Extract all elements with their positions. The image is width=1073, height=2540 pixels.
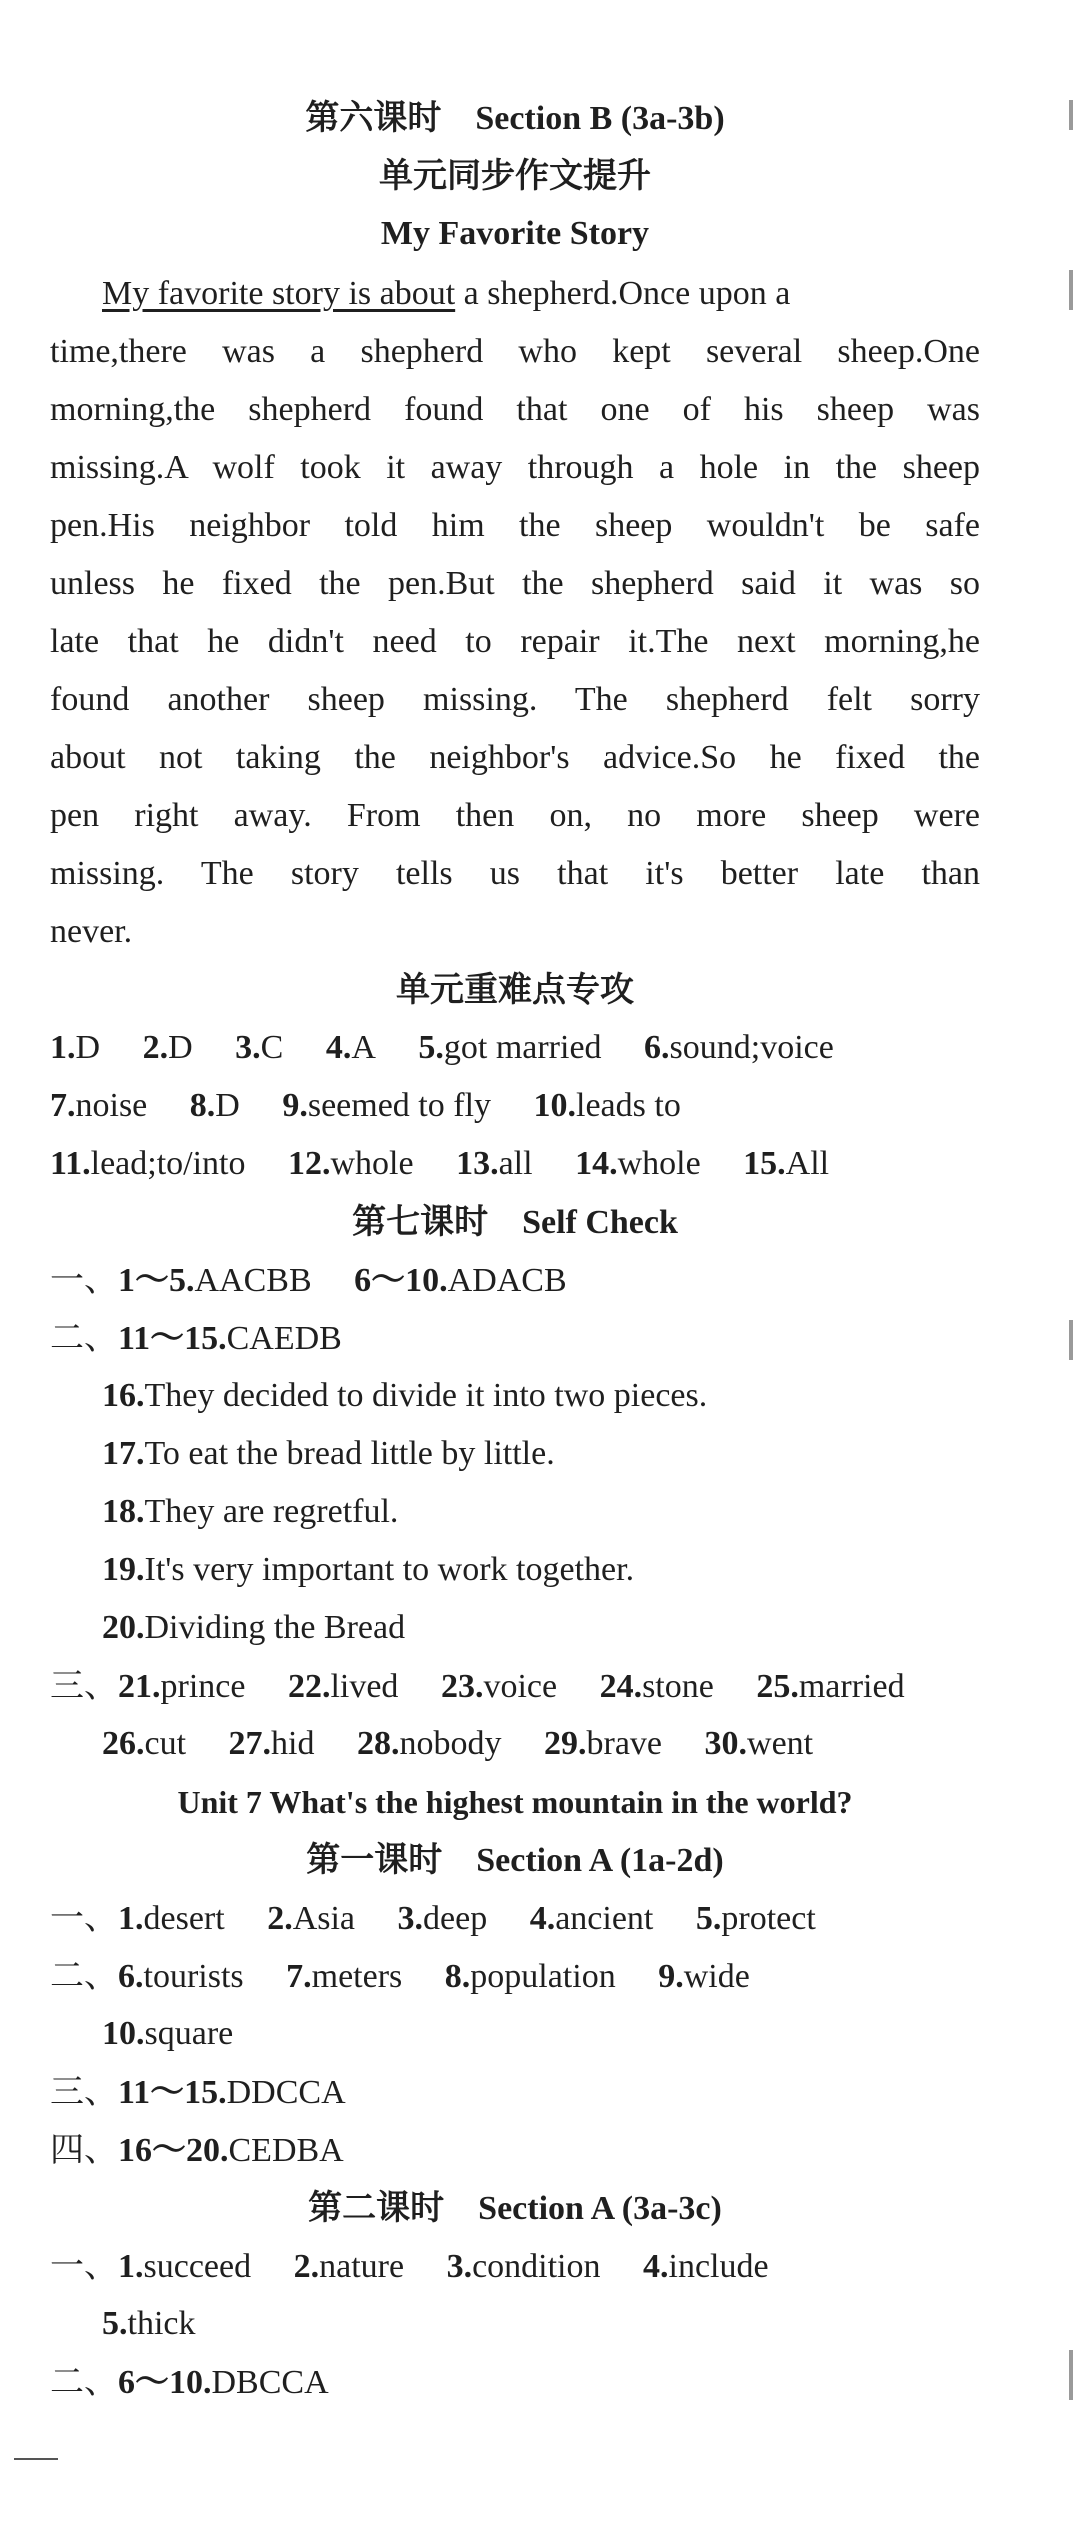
item-number: 6. (118, 1958, 144, 1995)
item-number: 2. (142, 1029, 169, 1066)
unit7-l2-part-1-cont (102, 2302, 1032, 2346)
item-answer: lead;to/into (90, 1145, 246, 1182)
item-answer: leads to (576, 1087, 681, 1124)
lesson1-title-en: Section A (1a-2d) (476, 1842, 724, 1879)
item-answer: include (668, 2248, 769, 2285)
item-answer: nobody (399, 1725, 502, 1762)
item-answer: seemed to fly (307, 1087, 492, 1124)
essay-line-7: late that he didn't need to repair it.The next morning,he (50, 623, 980, 660)
item-number: 25. (756, 1668, 799, 1705)
item-number: 5. (695, 1900, 722, 1937)
item-answer: They decided to divide it into two pieces. (144, 1377, 708, 1414)
item-number: 24. (599, 1668, 643, 1705)
essay-line-9: about not taking the neighbor's advice.So he fixed the (50, 739, 980, 776)
lesson7-title-en: Self Check (522, 1204, 678, 1241)
key-points-row-3 (50, 1142, 980, 1186)
item-number: 3. (446, 2248, 473, 2285)
unit7-l1-part-4 (50, 2128, 980, 2173)
essay-title: My Favorite Story (380, 215, 650, 252)
lesson6-title-cn: 第六课时 (305, 98, 442, 138)
key-points-row-1 (50, 1026, 980, 1070)
item-answer: meters (311, 1958, 403, 1995)
item-number: 2. (293, 2248, 320, 2285)
item-number: 4. (529, 1900, 556, 1937)
item-number: 13. (456, 1145, 499, 1182)
item-answer: D (75, 1029, 101, 1066)
item-number: 3. (397, 1900, 424, 1937)
item-number: 14. (575, 1145, 618, 1182)
essay-line-10: pen right away. From then on, no more sheep were (50, 797, 980, 834)
self-check-answer-18 (102, 1490, 1032, 1534)
part-label: 三、 (50, 1666, 118, 1706)
item-answer: square (144, 2015, 234, 2052)
item-answer: To eat the bread little by little. (144, 1435, 555, 1472)
item-answer: whole (330, 1145, 414, 1182)
item-answer: succeed (143, 2248, 252, 2285)
item-answer: Asia (292, 1900, 356, 1937)
item-answer: went (747, 1725, 814, 1762)
item-number: 5. (418, 1029, 444, 1066)
item-number: 16. (102, 1377, 145, 1414)
item-answer: hid (271, 1725, 315, 1762)
item-number: 11. (50, 1145, 91, 1182)
item-number: 15. (743, 1145, 786, 1182)
unit7-l2-part-1 (50, 2244, 980, 2289)
item-number: 1～5. (118, 1262, 195, 1299)
essay-opening: My favorite story is about (102, 275, 456, 312)
item-answer: C (260, 1029, 284, 1066)
page-edge-mark (1069, 2350, 1073, 2400)
key-points-heading: 单元重难点专攻 (396, 970, 634, 1010)
item-answer: voice (483, 1668, 558, 1705)
item-number: 10. (533, 1087, 577, 1124)
item-number: 12. (287, 1145, 331, 1182)
item-answer: A (351, 1029, 376, 1066)
self-check-part-3-row-1 (50, 1664, 980, 1709)
item-number: 16～20. (118, 2132, 229, 2169)
item-answer: DBCCA (211, 2364, 329, 2401)
item-answer: stone (642, 1668, 714, 1705)
item-number: 23. (440, 1668, 484, 1705)
self-check-answer-19 (102, 1548, 1032, 1592)
item-number: 9. (282, 1087, 308, 1124)
item-number: 29. (544, 1725, 587, 1762)
essay-line-11: missing. The story tells us that it's better late than (50, 855, 980, 892)
item-number: 18. (102, 1493, 145, 1530)
part-label: 一、 (50, 2246, 118, 2286)
self-check-answer-16 (102, 1374, 1032, 1418)
item-answer: All (785, 1145, 830, 1182)
item-answer: cut (144, 1725, 187, 1762)
lesson6-title-en: Section B (3a-3b) (475, 100, 725, 137)
lesson2-title-en: Section A (3a-3c) (478, 2190, 722, 2227)
item-answer: prince (160, 1668, 246, 1705)
item-answer: AACBB (194, 1262, 312, 1299)
item-number: 6～10. (118, 2364, 212, 2401)
self-check-part-2 (50, 1316, 980, 1361)
item-number: 11～15. (118, 2074, 227, 2111)
item-number: 11～15. (118, 1320, 227, 1357)
unit7-lesson1-title (50, 1838, 980, 1883)
page-edge-mark (1069, 270, 1073, 310)
lesson7-title (50, 1200, 980, 1245)
item-number: 6. (644, 1029, 670, 1066)
part-label: 一、 (50, 1260, 118, 1300)
item-number: 1. (118, 2248, 144, 2285)
item-answer: ancient (555, 1900, 654, 1937)
unit7-lesson2-title (50, 2186, 980, 2231)
item-number: 20. (102, 1609, 145, 1646)
part-label: 一、 (50, 1898, 118, 1938)
item-answer: tourists (143, 1958, 244, 1995)
self-check-part-1 (50, 1258, 980, 1303)
essay-line-1-rest: a shepherd.Once upon a (455, 275, 791, 312)
lesson2-title-cn: 第二课时 (308, 2188, 445, 2228)
item-number: 2. (267, 1900, 293, 1937)
item-answer: wide (683, 1958, 750, 1995)
item-number: 4. (325, 1029, 352, 1066)
essay-line-3: morning,the shepherd found that one of his sheep was (50, 391, 980, 428)
essay-line-5: pen.His neighbor told him the sheep wouldn't be safe (50, 507, 980, 544)
item-number: 6～10. (354, 1262, 448, 1299)
item-number: 30. (704, 1725, 748, 1762)
item-number: 4. (643, 2248, 669, 2285)
item-number: 3. (235, 1029, 261, 1066)
unit7-l1-part-2 (50, 1954, 980, 1999)
item-answer: sound;voice (669, 1029, 834, 1066)
item-number: 28. (357, 1725, 400, 1762)
item-answer: population (470, 1958, 616, 1995)
item-answer: protect (721, 1900, 816, 1937)
unit7-l1-part-2-cont (102, 2012, 1032, 2056)
item-answer: condition (472, 2248, 601, 2285)
item-number: 9. (658, 1958, 684, 1995)
item-number: 5. (102, 2305, 128, 2342)
item-answer: Dividing the Bread (144, 1609, 406, 1646)
item-answer: desert (143, 1900, 225, 1937)
part-label: 四、 (50, 2130, 118, 2170)
unit7-l1-part-3 (50, 2070, 980, 2115)
item-number: 22. (287, 1668, 331, 1705)
item-number: 27. (228, 1725, 272, 1762)
lesson1-title-cn: 第一课时 (306, 1840, 443, 1880)
item-number: 8. (189, 1087, 216, 1124)
item-number: 8. (444, 1958, 471, 1995)
item-answer: thick (127, 2305, 196, 2342)
item-answer: They are regretful. (144, 1493, 399, 1530)
essay-line-4: missing.A wolf took it away through a hole in the sheep (50, 449, 980, 486)
lesson7-title-cn: 第七课时 (352, 1202, 489, 1242)
item-number: 21. (118, 1668, 161, 1705)
item-answer: CEDBA (228, 2132, 344, 2169)
unit7-l1-part-1 (50, 1896, 980, 1941)
item-number: 26. (102, 1725, 145, 1762)
item-number: 10. (102, 2015, 145, 2052)
item-answer: ADACB (447, 1262, 567, 1299)
item-number: 1. (50, 1029, 76, 1066)
self-check-answer-17 (102, 1432, 1032, 1476)
item-answer: deep (423, 1900, 488, 1937)
essay-line-1 (102, 272, 980, 316)
essay-line-2: time,there was a shepherd who kept several sheep.One (50, 333, 980, 370)
item-answer: all (498, 1145, 533, 1182)
item-answer: DDCCA (226, 2074, 346, 2111)
item-number: 1. (118, 1900, 144, 1937)
item-answer: D (215, 1087, 240, 1124)
self-check-part-3-row-2 (102, 1722, 1032, 1766)
writing-subtitle: 单元同步作文提升 (379, 156, 651, 196)
part-label: 二、 (50, 2362, 118, 2402)
item-answer: brave (586, 1725, 663, 1762)
part-label: 二、 (50, 1318, 118, 1358)
item-answer: D (168, 1029, 193, 1066)
page-edge-mark (1069, 100, 1073, 130)
essay-line-12: never. (50, 913, 133, 950)
self-check-answer-20 (102, 1606, 1032, 1650)
item-number: 17. (102, 1435, 145, 1472)
item-answer: nature (319, 2248, 405, 2285)
essay-line-6: unless he fixed the pen.But the shepherd said it was so (50, 565, 980, 602)
part-label: 二、 (50, 1956, 118, 1996)
item-number: 19. (102, 1551, 145, 1588)
unit7-heading: Unit 7 What's the highest mountain in the world? (177, 1784, 853, 1820)
item-answer: noise (75, 1087, 148, 1124)
footnote-rule (14, 2458, 58, 2460)
key-points-row-2 (50, 1084, 980, 1128)
item-answer: lived (330, 1668, 399, 1705)
item-answer: CAEDB (226, 1320, 342, 1357)
page-edge-mark (1069, 1320, 1073, 1360)
unit7-l2-part-2 (50, 2360, 980, 2405)
item-number: 7. (286, 1958, 312, 1995)
part-label: 三、 (50, 2072, 118, 2112)
item-answer: whole (617, 1145, 701, 1182)
item-answer: got married (443, 1029, 602, 1066)
item-answer: married (798, 1668, 905, 1705)
essay-line-8: found another sheep missing. The shepherd felt sorry (50, 681, 980, 718)
lesson6-title (50, 96, 980, 141)
item-number: 7. (50, 1087, 76, 1124)
item-answer: It's very important to work together. (144, 1551, 635, 1588)
